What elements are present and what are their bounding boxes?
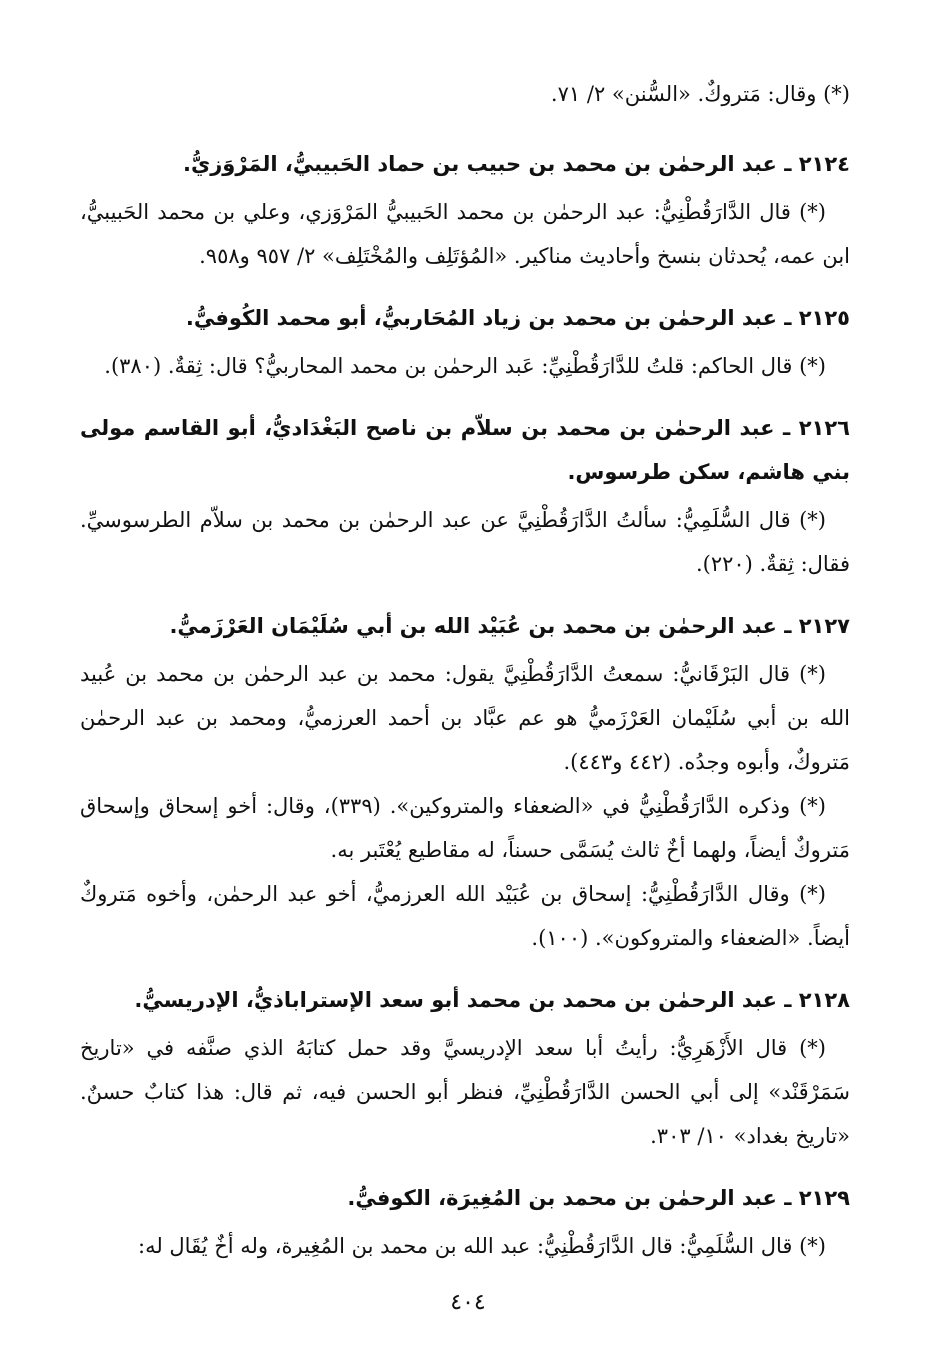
- entry-2126: [80, 406, 850, 586]
- entry-2129: [80, 1176, 850, 1268]
- entry-paragraph: (*) قال السُّلَمِيُّ: سألتُ الدَّارَقُطْنِيَّ عن عبد الرحمٰن بن محمد بن سلاّم الطرسوسيِّ. فقال: ثِقةٌ. (٢٢٠).: [80, 508, 850, 576]
- entry-paragraph: (*) وذكره الدَّارَقُطْنِيُّ في «الضعفاء والمتروكين». (٣٣٩)، وقال: أخو إسحاق وإسحاق مَتروكٌ أيضاً، ولهما أخٌ ثالث يُسَمَّى حسناً، له مقاطيع يُعْتَبر به.: [80, 794, 850, 862]
- entry-heading: ٢١٢٤ ـ عبد الرحمٰن بن محمد بن حبيب بن حماد الحَبيبيُّ، المَرْوَزيُّ.: [182, 152, 850, 176]
- entry-paragraph: (*) قال الحاكم: قلتُ للدَّارَقُطْنِيِّ: عَبد الرحمٰن بن محمد المحاربيُّ؟ قال: ثِقةٌ. (٣٨٠).: [104, 354, 826, 378]
- entry-heading: ٢١٢٧ ـ عبد الرحمٰن بن محمد بن عُبَيْد الله بن أبي سُلَيْمَان العَرْزَميُّ.: [169, 614, 850, 638]
- entry-2127: [80, 604, 850, 960]
- page-body: [80, 72, 850, 1286]
- entry-heading: ٢١٢٥ ـ عبد الرحمٰن بن محمد بن زياد المُحَاربيُّ، أبو محمد الكُوفيُّ.: [185, 306, 850, 330]
- entry-paragraph: (*) قال البَرْقَانيُّ: سمعتُ الدَّارَقُطْنِيَّ يقول: محمد بن عبد الرحمٰن بن محمد بن عُبيد الله بن أبي سُلَيْمان العَرْزَميُّ هو عم عبَّاد بن أحمد العرزميُّ، ومحمد بن عبد الرحمٰن مَتروكٌ، وأبوه وجدُه. (٤٤٢ و٤٤٣).: [80, 662, 850, 774]
- entry-heading: ٢١٢٦ ـ عبد الرحمٰن بن محمد بن سلاّم بن ناصح البَغْدَاديُّ، أبو القاسم مولى بني هاشم، سكن طرسوس.: [80, 416, 850, 484]
- entry-2124: [80, 142, 850, 278]
- entry-paragraph: (*) قال الأَزْهَرِيُّ: رأيتُ أبا سعد الإدريسيَّ وقد حمل كتابَهُ الذي صنَّفه في «تاريخ سَمَرْقَنْد» إلى أبي الحسن الدَّارَقُطْنِيِّ، فنظر أبو الحسن فيه، ثم قال: هذا كتابٌ حسنٌ. «تاريخ بغداد» ١٠/ ٣٠٣.: [80, 1036, 850, 1148]
- entry-paragraph: (*) قال السُّلَمِيُّ: قال الدَّارَقُطْنِيُّ: عبد الله بن محمد بن المُغِيرة، وله أخٌ يُقَال له:: [138, 1234, 826, 1258]
- entry-paragraph: (*) قال الدَّارَقُطْنِيُّ: عبد الرحمٰن بن محمد الحَبيبيُّ المَرْوَزي، وعلي بن محمد الحَبيبيُّ، ابن عمه، يُحدثان بنسخ وأحاديث مناكير. «المُؤتَلِف والمُخْتَلِف» ٢/ ٩٥٧ و٩٥٨.: [80, 200, 850, 268]
- page-number: ٤٠٤: [450, 1290, 486, 1315]
- entry-2125: [80, 296, 850, 388]
- entry-heading: ٢١٢٨ ـ عبد الرحمٰن بن محمد بن محمد أبو سعد الإستراباذيُّ، الإدريسيُّ.: [134, 988, 850, 1012]
- entry-paragraph: (*) وقال الدَّارَقُطْنِيُّ: إسحاق بن عُبَيْد الله العرزميُّ، أخو عبد الرحمٰن، وأخوه مَتروكٌ أيضاً. «الضعفاء والمتروكون». (١٠٠).: [80, 882, 850, 950]
- entry-heading: ٢١٢٩ ـ عبد الرحمٰن بن محمد بن المُغِيرَة، الكوفيُّ.: [347, 1186, 850, 1210]
- intro-paragraph: (*) وقال: مَتروكٌ. «السُّنن» ٢/ ٧١.: [550, 82, 850, 106]
- entry-2128: [80, 978, 850, 1158]
